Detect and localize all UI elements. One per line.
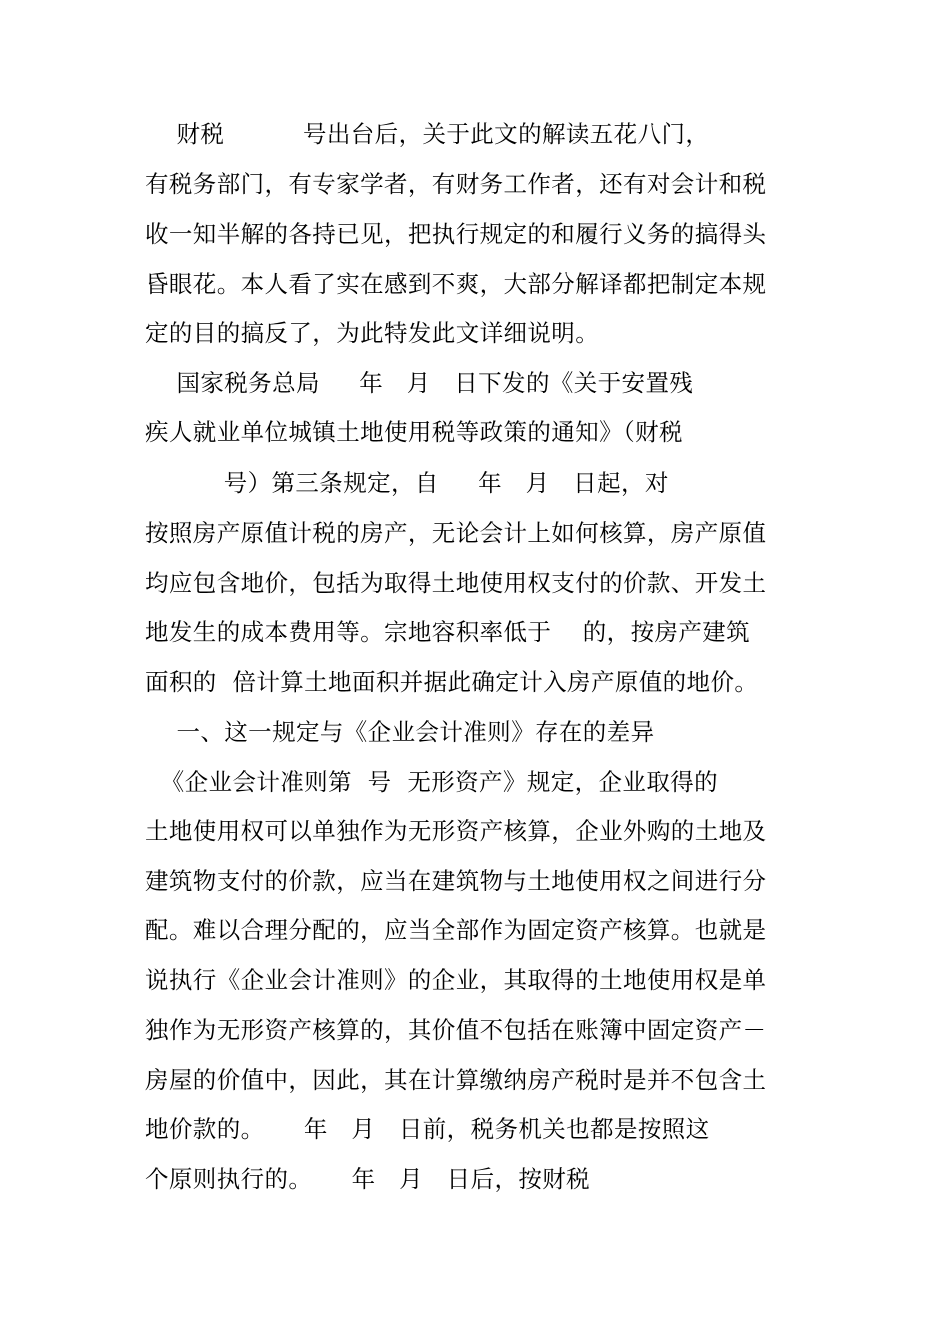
paragraph-line: 疾人就业单位城镇土地使用税等政策的通知》（财税 [145, 418, 683, 446]
paragraph-line: 均应包含地价，包括为取得土地使用权支付的价款、开发土 [145, 569, 767, 597]
paragraph-line: 建筑物支付的价款，应当在建筑物与土地使用权之间进行分 [145, 867, 767, 895]
paragraph-line: 昏眼花。本人看了实在感到不爽，大部分解译都把制定本规 [145, 270, 767, 298]
paragraph-line: 说执行《企业会计准则》的企业，其取得的土地使用权是单 [145, 966, 767, 994]
paragraph-line: 《企业会计准则第 号 无形资产》规定，企业取得的 [145, 768, 719, 796]
paragraph-line: 土地使用权可以单独作为无形资产核算，企业外购的土地及 [145, 817, 767, 845]
section-heading: 一、这一规定与《企业会计准则》存在的差异 [145, 718, 655, 746]
paragraph-line: 收一知半解的各持已见，把执行规定的和履行义务的搞得头 [145, 220, 767, 248]
paragraph-line: 房屋的价值中，因此，其在计算缴纳房产税时是并不包含土 [145, 1066, 767, 1094]
paragraph-line: 地发生的成本费用等。宗地容积率低于 的，按房产建筑 [145, 618, 751, 646]
paragraph-line: 独作为无形资产核算的，其价值不包括在账簿中固定资产－ [145, 1016, 767, 1044]
paragraph-line: 按照房产原值计税的房产，无论会计上如何核算，房产原值 [145, 519, 767, 547]
paragraph-line: 定的目的搞反了，为此特发此文详细说明。 [145, 319, 600, 347]
paragraph-line: 有税务部门，有专家学者，有财务工作者，还有对会计和税 [145, 170, 767, 198]
paragraph-line: 配。难以合理分配的，应当全部作为固定资产核算。也就是 [145, 916, 767, 944]
paragraph-line: 号）第三条规定，自 年 月 日起，对 [145, 469, 669, 497]
paragraph-line: 国家税务总局 年 月 日下发的《关于安置残 [145, 369, 694, 397]
paragraph-line: 个原则执行的。 年 月 日后，按财税 [145, 1165, 591, 1193]
paragraph-line: 地价款的。 年 月 日前，税务机关也都是按照这 [145, 1115, 710, 1143]
paragraph-line: 财税 号出台后，关于此文的解读五花八门， [145, 120, 710, 148]
paragraph-line: 面积的 倍计算土地面积并据此确定计入房产原值的地价。 [145, 668, 759, 696]
